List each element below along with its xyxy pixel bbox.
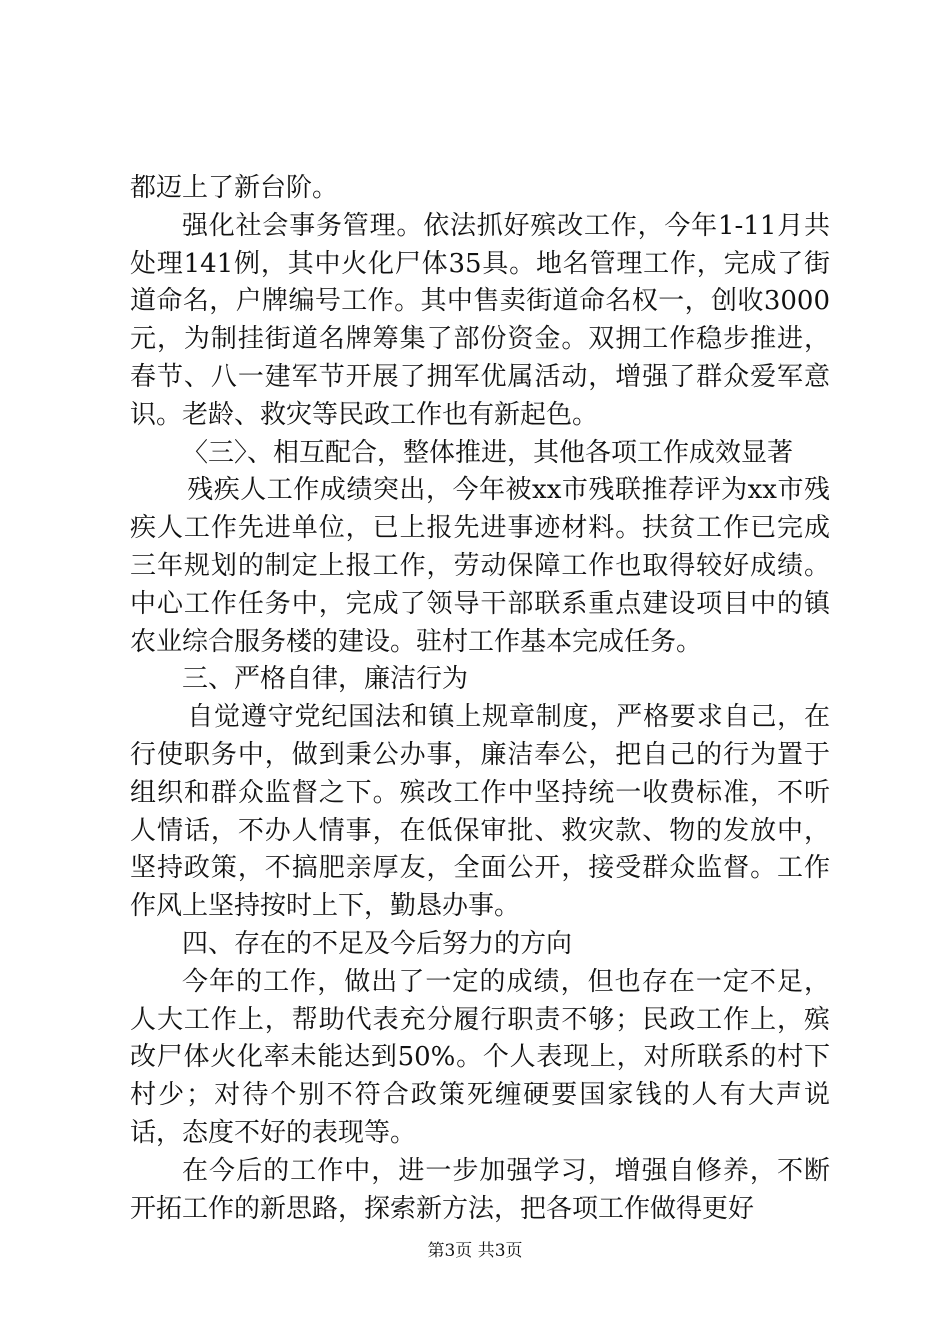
paragraph-self-discipline: 自觉遵守党纪国法和镇上规章制度，严格要求自己，在行使职务中，做到秉公办事，廉洁奉公，把自己的行为置于组织和群众监督之下。殡改工作中坚持统一收费标准，不听人情话，不办人情事，在低保审批、救灾款、物的发放中，坚持政策，不搞肥亲厚友，全面公开，接受群众监督。工作作风上坚持按时上下，勤恳办事。: [130, 702, 830, 922]
section-heading-shortcomings: 四、存在的不足及今后努力的方向: [182, 928, 573, 959]
page-number-label: 第3页 共3页: [427, 1241, 523, 1261]
paragraph-continuation: 都迈上了新台阶。: [130, 173, 339, 203]
page-footer: [0, 1240, 950, 1262]
paragraph-shortcomings: 今年的工作，做出了一定的成绩，但也存在一定不足，人大工作上，帮助代表充分履行职责不够；民政工作上，殡改尸体火化率未能达到50%。个人表现上，对所联系的村下村少；对待个别不符合政策死缠硬要国家钱的人有大声说话，态度不好的表现等。: [130, 966, 830, 1148]
paragraph-future-work: 在今后的工作中，进一步加强学习，增强自修养，不断开拓工作的新思路，探索新方法，把各项工作做得更好: [130, 1155, 830, 1224]
paragraph-disabled-work: 残疾人工作成绩突出，今年被xx市残联推荐评为xx市残疾人工作先进单位，已上报先进事迹材料。扶贫工作已完成三年规划的制定上报工作，劳动保障工作也取得较好成绩。中心工作任务中，完成了领导干部联系重点建设项目中的镇农业综合服务楼的建设。驻村工作基本完成任务。: [130, 475, 830, 657]
section-heading-three-parenthesized: 〈三〉、相互配合，整体推进，其他各项工作成效显著: [182, 437, 794, 468]
document-body: [130, 170, 830, 1228]
paragraph-social-affairs: 强化社会事务管理。依法抓好殡改工作，今年1-11月共处理141例，其中火化尸体35具。地名管理工作，完成了街道命名，户牌编号工作。其中售卖街道命名权一，创收3000元，为制挂街道名牌筹集了部份资金。双拥工作稳步推进，春节、八一建军节开展了拥军优属活动，增强了群众爱军意识。老龄、救灾等民政工作也有新起色。: [130, 210, 830, 430]
section-heading-self-discipline: 三、严格自律，廉洁行为: [182, 664, 469, 695]
